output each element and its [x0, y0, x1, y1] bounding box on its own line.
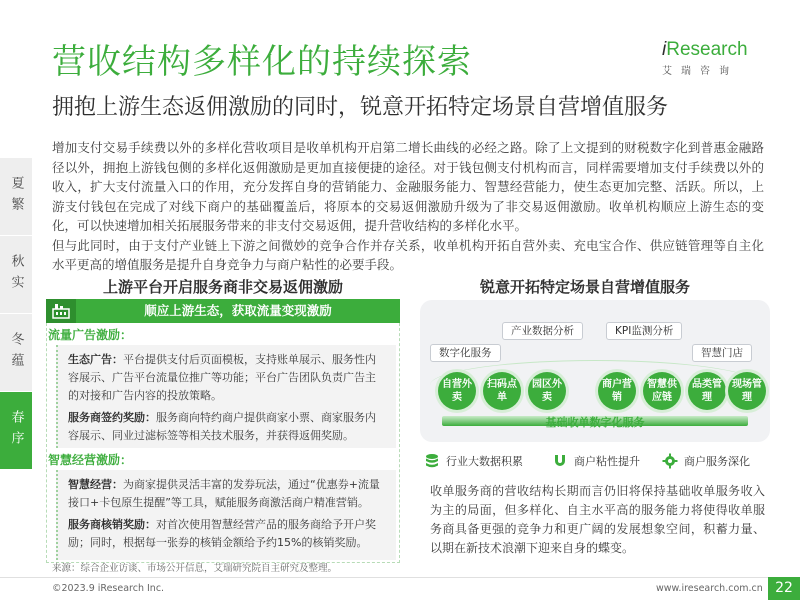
list-item: 智慧经营：为商家提供灵活丰富的发券玩法，通过“优惠券+流量接口+卡包原生提醒”等工具，赋能服务商激活商户精准营销。 — [68, 478, 380, 509]
season-tab-summer[interactable]: 夏繁 — [0, 158, 32, 236]
section-heading-smart-ops: 智慧经营激励： — [48, 453, 133, 467]
season-tabs — [0, 158, 32, 470]
value-added-services-diagram — [420, 300, 770, 442]
circle-merchant-marketing: 商户营销 — [598, 372, 636, 410]
circle-category-management: 品类管理 — [688, 372, 726, 410]
circle-smart-supply-chain: 智慧供应链 — [643, 372, 681, 410]
left-panel-banner-label: 顺应上游生态，获取流量变现激励 — [144, 303, 332, 318]
list-item: 生态广告：平台提供支付后页面模板，支持账单展示、服务性内容展示、广告平台流量位推广等功能；平台广告团队负责广告主的对接和广告内容的投放策略。 — [68, 353, 376, 402]
feature-service-deepening: 商户服务深化 — [662, 450, 750, 472]
website-link[interactable]: www.iresearch.com.cn — [656, 583, 763, 594]
tag-digital-service: 数字化服务 — [430, 344, 501, 362]
database-icon — [424, 453, 440, 469]
gear-icon — [662, 453, 678, 469]
magnet-icon — [552, 453, 568, 469]
right-panel-title: 锐意开拓特定场景自营增值服务 — [479, 278, 690, 296]
copyright: ©2023.9 iResearch Inc. — [52, 583, 165, 594]
traffic-ad-box — [56, 345, 396, 448]
tag-smart-store: 智慧门店 — [692, 344, 752, 362]
right-panel-conclusion: 收单服务商的营收结构长期而言仍旧将保持基础收单服务收入为主的局面，但多样化、自主水平高的服务能力将使得收单服务商具备更强的竞争力和更广阔的发展想象空间，积蓄力量、以期在新技术浪潮下迎来自身的蝶变。 — [430, 484, 765, 555]
left-panel-banner — [46, 299, 400, 323]
iresearch-logo — [662, 40, 762, 77]
section-heading-traffic-ad: 流量广告激励： — [48, 328, 133, 342]
feature-merchant-stickiness: 商户粘性提升 — [552, 450, 640, 472]
logo-subtext: 艾瑞咨询 — [662, 66, 738, 77]
intro-paragraph-2: 但与此同时，由于支付产业链上下游之间微妙的竞争合作并存关系，收单机构开拓自营外卖、充电宝合作、供应链管理等自主化水平更高的增值服务是提升自身竞争力与商户粘性的必要手段。 — [52, 237, 764, 272]
list-item: 服务商核销奖励：对首次使用智慧经营产品的服务商给予开户奖励；同时，根据每一张券的核销金额给予约15%的核销奖励。 — [68, 518, 376, 549]
list-item: 服务商签约奖励：服务商向特约商户提供商家小票、商家服务内容展示、同业过滤标签等相关技术服务，并获得返佣奖励。 — [68, 411, 376, 442]
intro-text — [52, 138, 764, 275]
season-tab-spring[interactable]: 春序 — [0, 392, 32, 470]
factory-icon — [46, 299, 76, 323]
season-tab-winter[interactable]: 冬蕴 — [0, 314, 32, 392]
footer-divider — [0, 577, 800, 578]
circle-self-delivery: 自营外卖 — [438, 372, 476, 410]
intro-paragraph-1: 增加支付交易手续费以外的多样化营收项目是收单机构开启第二增长曲线的必经之路。除了上文提到的财税数字化到普惠金融路径以外，拥抱上游钱包侧的多样化返佣激励是更加直接便捷的途径。对于钱包侧支付机构而言，同样需要增加支付手续费以外的收入，扩大支付流量入口的作用，充分发挥自身的营销能力、金融服务能力、智慧经营能力，使生态更加完整、活跃。所以，上游支付钱包在完成了对线下商户的基础覆盖后，将原本的交易返佣激励升级为了非交易返佣激励。收单机构顺应上游生态的变化，可以快速增加相关拓展服务带来的非支付交易返佣，提升营收结构的多样化水平。 — [52, 140, 764, 233]
page-subtitle: 拥抱上游生态返佣激励的同时，锐意开拓特定场景自营增值服务 — [52, 95, 669, 120]
circle-onsite-management: 现场管理 — [728, 372, 766, 410]
feature-row — [424, 450, 764, 472]
base-platform-label: 基础收单数字化服务 — [545, 416, 645, 429]
tag-industry-data: 产业数据分析 — [502, 322, 583, 340]
smart-ops-box — [56, 470, 396, 560]
tag-kpi: KPI监测分析 — [606, 322, 682, 340]
left-panel-title: 上游平台开启服务商非交易返佣激励 — [102, 278, 343, 296]
page-title: 营收结构多样化的持续探索 — [52, 42, 472, 82]
circle-scan-order: 扫码点单 — [483, 372, 521, 410]
logo-wordmark: iResearch — [662, 39, 748, 60]
source-note: 来源：综合企业访谈、市场公开信息，艾瑞研究院自主研究及整理。 — [52, 563, 338, 574]
page-number: 22 — [768, 577, 800, 600]
circle-campus-delivery: 园区外卖 — [528, 372, 566, 410]
season-tab-autumn[interactable]: 秋实 — [0, 236, 32, 314]
feature-data-accumulation: 行业大数据积累 — [424, 450, 523, 472]
